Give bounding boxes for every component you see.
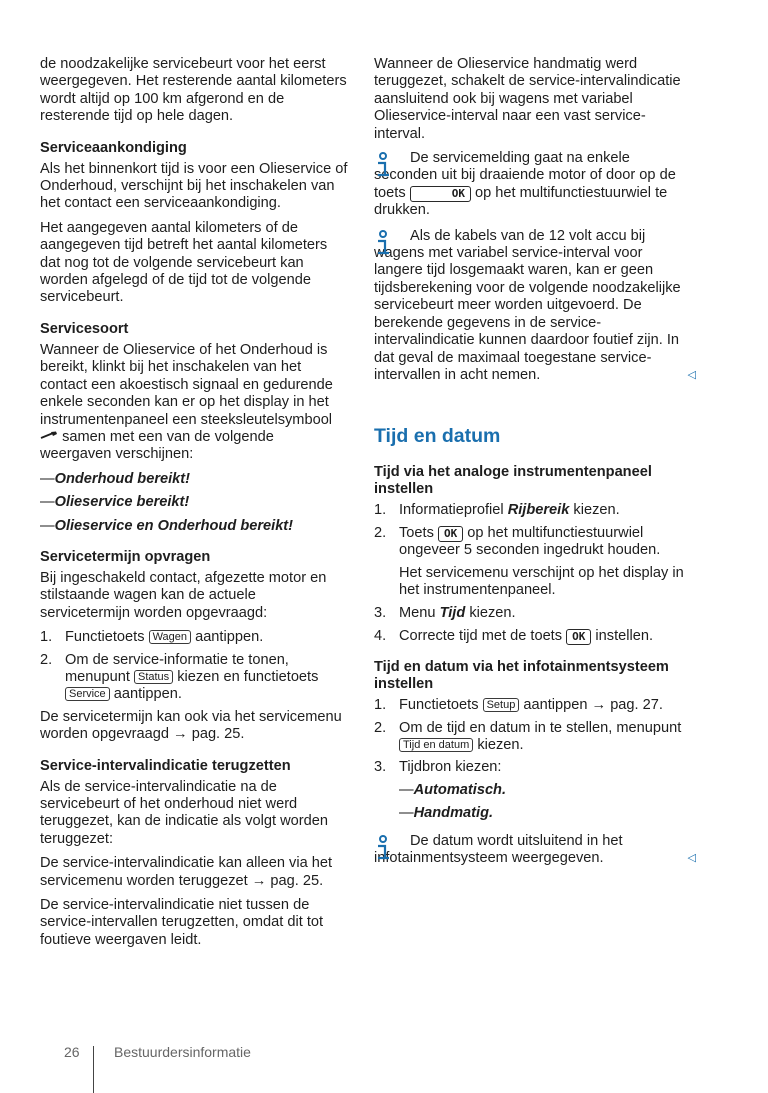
wagen-key: Wagen	[149, 630, 191, 644]
time-source-option: —Handmatig.	[399, 805, 494, 822]
tijd-en-datum-key: Tijd en datum	[399, 738, 473, 752]
ok-key: OK	[410, 186, 471, 202]
service-key: Service	[65, 687, 110, 701]
left-column	[40, 56, 348, 956]
intro-paragraph: de noodzakelijke servicebeurt voor het eerst weergegeven. Het resterende aantal kilometers wordt altijd op 100 km afgerond en de resterende tijd op hele dagen.	[40, 56, 347, 125]
note-battery: Als de kabels van de 12 volt accu bij wagens met variabel service-interval voor langere tijd losgemaakt waren, kan er geen tijdsberekening voor de volgende noodzakelijke servicebeurt meer worden uitgevoerd. De berekende gegevens in de service-intervalindicatie kunnen daardoor foutief zijn. In dat geval de maximaal toegestane service-intervallen in acht nemen. ◁	[374, 227, 696, 383]
page-footer	[0, 1044, 768, 1093]
servicesoort-paragraph	[40, 342, 348, 464]
step-1: 1. Functietoets Wagen aantippen.	[40, 629, 264, 646]
wrench-icon	[40, 431, 58, 439]
heading-service-reset: Service-intervalindicatie terugzetten	[40, 757, 291, 774]
end-of-section-icon: ◁	[687, 368, 696, 381]
time-source-option: —Automatisch.	[399, 781, 507, 798]
right-column	[374, 56, 696, 875]
setup-key: Setup	[483, 698, 520, 712]
announce-paragraph-2: Het aangegeven aantal kilometers of de aangegeven tijd betreft het aantal kilometers dat nog tot de volgende servicebeurt kan worden afgelegd of de tijd tot de volgende servicebeurt.	[40, 219, 328, 306]
info-step-2: 2. Om de tijd en datum in te stellen, menupunt Tijd en datum kiezen.	[374, 719, 682, 753]
heading-tijd-en-datum: Tijd en datum	[374, 425, 501, 448]
query-after-paragraph: De servicetermijn kan ook via het servicemenu worden opgevraagd → pag. 25.	[40, 708, 342, 743]
heading-analog-panel: Tijd via het analoge instrumentenpaneel instellen	[374, 464, 652, 498]
end-of-section-icon: ◁	[687, 852, 696, 864]
step-2: 2. Om de service-informatie te tonen, menupunt Status kiezen en functietoets Service aantippen.	[40, 651, 319, 703]
heading-servicesoort: Servicesoort	[40, 320, 129, 337]
ok-key: OK	[566, 629, 591, 645]
oil-reset-paragraph: Wanneer de Olieservice handmatig werd teruggezet, schakelt de service-intervalindicatie aansluitend ook bij wagens met variabel Olieservice-interval naar een vast service-interval.	[374, 56, 681, 142]
query-paragraph: Bij ingeschakeld contact, afgezette motor en stilstaande wagen kan de actuele servicetermijn worden opgevraagd:	[40, 569, 327, 621]
analog-step-4: 4. Correcte tijd met de toets OK instellen.	[374, 627, 654, 644]
dash-item: —Olieservice bereikt!	[40, 494, 190, 511]
info-icon	[374, 152, 394, 178]
section-label: Bestuurdersinformatie	[114, 1044, 251, 1060]
reset-paragraph-2: De service-intervalindicatie kan alleen via het servicemenu worden teruggezet → pag. 25.	[40, 855, 333, 889]
reset-paragraph-3: De service-intervalindicatie niet tussen de service-intervallen terugzetten, omdat dit tot foutieve weergaven leidt.	[40, 897, 324, 948]
info-step-1: 1. Functietoets Setup aantippen → pag. 27.	[374, 697, 663, 714]
info-step-3: 3. Tijdbron kiezen:	[374, 759, 502, 776]
note-service-message: De servicemelding gaat na enkele seconden uit bij draaiende motor of door op de toets OK op het multifunctiestuurwiel te drukken.	[374, 150, 676, 219]
footer-divider	[93, 1046, 94, 1093]
note-date: De datum wordt uitsluitend in het infotainmentsysteem weergegeven. ◁	[374, 832, 696, 866]
announce-paragraph-1: Als het binnenkort tijd is voor een Olieservice of Onderhoud, verschijnt bij het inschakelen van het contact een serviceaankondiging.	[40, 160, 348, 212]
info-icon	[374, 230, 394, 256]
analog-step-1: 1. Informatieprofiel Rijbereik kiezen.	[374, 502, 620, 519]
heading-serviceaankondiging: Serviceaankondiging	[40, 139, 187, 156]
servicesoort-text-a: Wanneer de Olieservice of het Onderhoud is bereikt, klinkt bij het inschakelen van het contact een akoestisch signaal en gedurende enkele seconden kan er op het display in het instrumentenpaneel een steeksleutelsymbool	[40, 341, 333, 428]
dash-item: —Olieservice en Onderhoud bereikt!	[40, 517, 294, 534]
reset-paragraph-1: Als de service-intervalindicatie na de servicebeurt of het onderhoud niet werd teruggezet, kan de indicatie als volgt worden teruggezet:	[40, 778, 328, 847]
servicesoort-text-b: samen met een van de volgende weergaven verschijnen:	[40, 428, 274, 463]
heading-infotainment: Tijd en datum via het infotainmentsysteem instellen	[374, 659, 669, 693]
heading-servicetermijn-opvragen: Servicetermijn opvragen	[40, 548, 211, 565]
status-key: Status	[134, 670, 173, 684]
page-number: 26	[64, 1044, 80, 1060]
ok-key: OK	[438, 526, 463, 542]
analog-step-2: 2. Toets OK op het multifunctiestuurwiel ongeveer 5 seconden ingedrukt houden.	[374, 524, 661, 559]
analog-step-3: 3. Menu Tijd kiezen.	[374, 605, 516, 622]
info-icon	[374, 835, 394, 861]
analog-step-2-note: Het servicemenu verschijnt op het display in het instrumentenpaneel.	[399, 564, 684, 598]
dash-item: —Onderhoud bereikt!	[40, 470, 190, 487]
